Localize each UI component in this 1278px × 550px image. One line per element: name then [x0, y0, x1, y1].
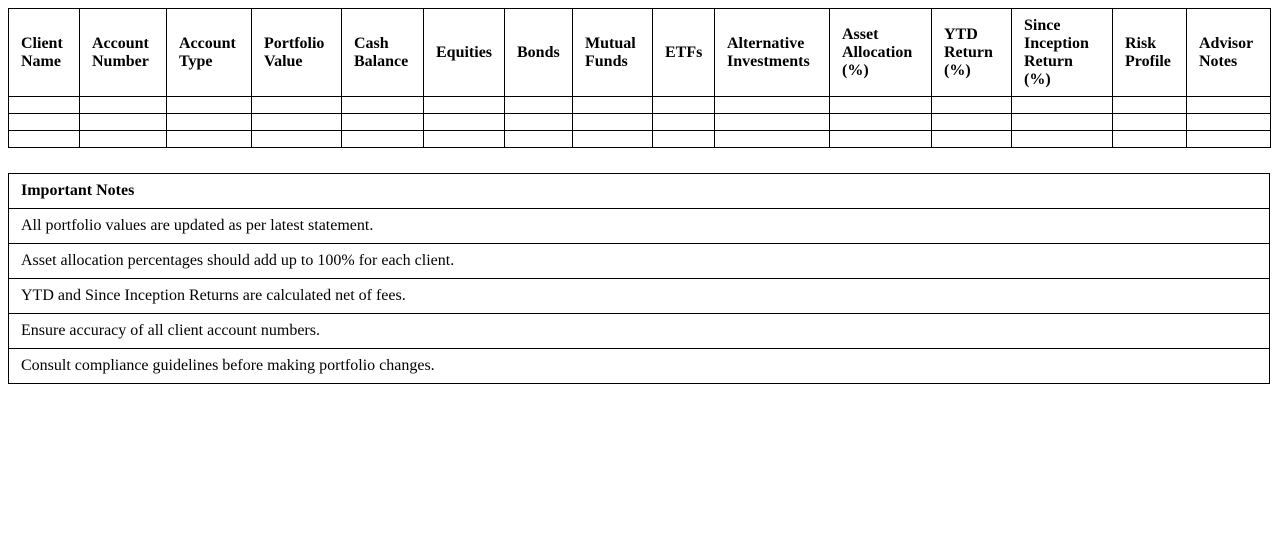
table-cell[interactable]	[653, 114, 715, 131]
table-cell[interactable]	[424, 97, 505, 114]
table-cell[interactable]	[424, 114, 505, 131]
column-header-advisor-notes: Advisor Notes	[1187, 9, 1271, 97]
table-cell[interactable]	[653, 97, 715, 114]
note-text: YTD and Since Inception Returns are calculated net of fees.	[9, 279, 1270, 314]
table-row	[9, 114, 1271, 131]
column-header-ytd-return: YTD Return (%)	[932, 9, 1012, 97]
table-cell[interactable]	[80, 131, 167, 148]
column-header-account-number: Account Number	[80, 9, 167, 97]
column-header-alternative-investments: Alternative Investments	[715, 9, 830, 97]
table-cell[interactable]	[424, 131, 505, 148]
table-row	[9, 97, 1271, 114]
table-cell[interactable]	[505, 114, 573, 131]
table-cell[interactable]	[715, 114, 830, 131]
table-cell[interactable]	[932, 97, 1012, 114]
column-header-portfolio-value: Portfolio Value	[252, 9, 342, 97]
column-header-account-type: Account Type	[167, 9, 252, 97]
table-cell[interactable]	[9, 97, 80, 114]
column-header-asset-allocation: Asset Allocation (%)	[830, 9, 932, 97]
table-cell[interactable]	[715, 97, 830, 114]
table-cell[interactable]	[167, 97, 252, 114]
table-cell[interactable]	[1187, 97, 1271, 114]
table-cell[interactable]	[715, 131, 830, 148]
note-text: Asset allocation percentages should add up to 100% for each client.	[9, 244, 1270, 279]
column-header-mutual-funds: Mutual Funds	[573, 9, 653, 97]
note-row	[9, 244, 1270, 279]
table-cell[interactable]	[932, 131, 1012, 148]
table-cell[interactable]	[1012, 131, 1113, 148]
table-body	[9, 97, 1271, 148]
notes-title-row	[9, 174, 1270, 209]
table-cell[interactable]	[653, 131, 715, 148]
portfolio-table	[8, 8, 1271, 148]
column-header-client-name: Client Name	[9, 9, 80, 97]
column-header-risk-profile: Risk Profile	[1113, 9, 1187, 97]
table-cell[interactable]	[1012, 114, 1113, 131]
table-cell[interactable]	[342, 131, 424, 148]
table-header	[9, 9, 1271, 97]
table-cell[interactable]	[505, 131, 573, 148]
column-header-since-inception-return: Since Inception Return (%)	[1012, 9, 1113, 97]
table-cell[interactable]	[1113, 114, 1187, 131]
table-cell[interactable]	[505, 97, 573, 114]
note-text: All portfolio values are updated as per latest statement.	[9, 209, 1270, 244]
table-cell[interactable]	[1187, 114, 1271, 131]
note-row	[9, 279, 1270, 314]
table-cell[interactable]	[573, 97, 653, 114]
column-header-etfs: ETFs	[653, 9, 715, 97]
table-cell[interactable]	[830, 97, 932, 114]
table-cell[interactable]	[252, 114, 342, 131]
table-cell[interactable]	[573, 131, 653, 148]
note-text: Consult compliance guidelines before making portfolio changes.	[9, 349, 1270, 384]
table-cell[interactable]	[1187, 131, 1271, 148]
table-cell[interactable]	[252, 131, 342, 148]
important-notes-table	[8, 173, 1270, 384]
table-cell[interactable]	[9, 114, 80, 131]
note-row	[9, 314, 1270, 349]
column-header-cash-balance: Cash Balance	[342, 9, 424, 97]
table-cell[interactable]	[9, 131, 80, 148]
table-cell[interactable]	[1113, 97, 1187, 114]
note-row	[9, 209, 1270, 244]
note-row	[9, 349, 1270, 384]
table-cell[interactable]	[573, 114, 653, 131]
table-cell[interactable]	[80, 97, 167, 114]
table-cell[interactable]	[1113, 131, 1187, 148]
notes-title: Important Notes	[9, 174, 1270, 209]
header-row	[9, 9, 1271, 97]
table-cell[interactable]	[1012, 97, 1113, 114]
table-cell[interactable]	[932, 114, 1012, 131]
note-text: Ensure accuracy of all client account numbers.	[9, 314, 1270, 349]
table-cell[interactable]	[252, 97, 342, 114]
table-cell[interactable]	[167, 131, 252, 148]
table-row	[9, 131, 1271, 148]
table-cell[interactable]	[167, 114, 252, 131]
table-cell[interactable]	[342, 97, 424, 114]
column-header-equities: Equities	[424, 9, 505, 97]
table-cell[interactable]	[80, 114, 167, 131]
column-header-bonds: Bonds	[505, 9, 573, 97]
table-cell[interactable]	[830, 114, 932, 131]
table-cell[interactable]	[830, 131, 932, 148]
table-cell[interactable]	[342, 114, 424, 131]
